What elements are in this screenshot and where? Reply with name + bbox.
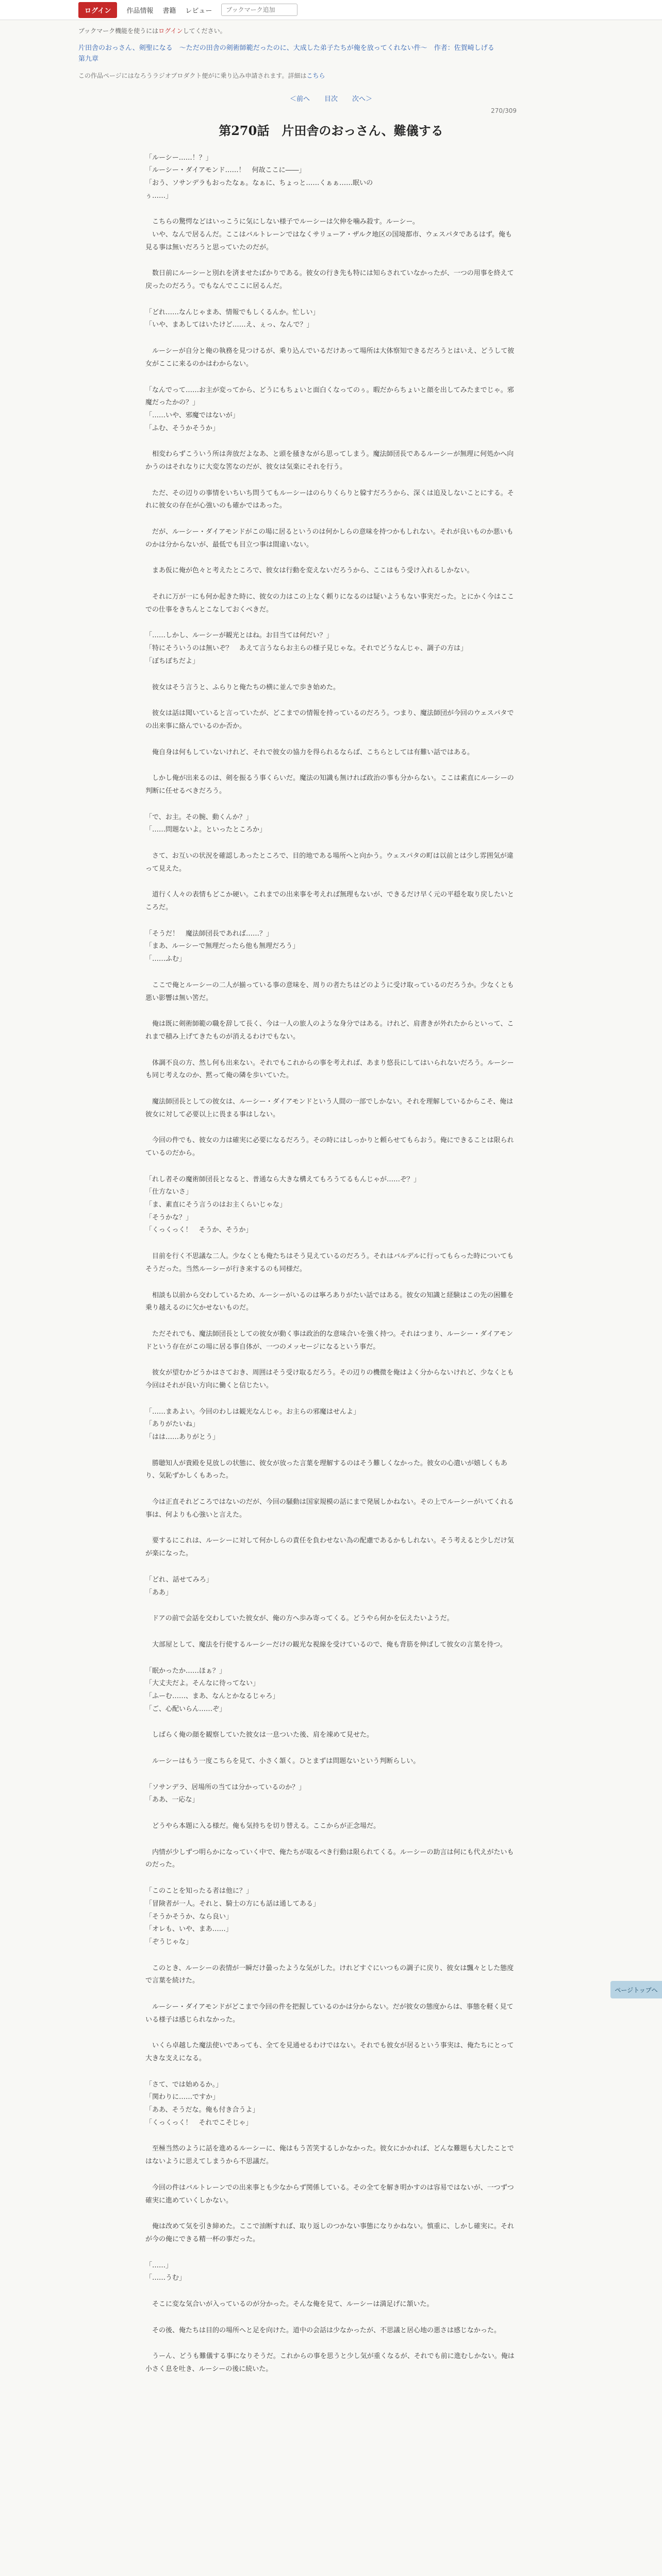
novel-paragraph: こちらの驚愕などはいっこうに気にしない様子でルーシーは欠伸を噛み殺す。ルーシー。 いや、なんで居るんだ。ここはバルトレーンではなくサリューア・ザルク地区の国境都市、ウェスパタであるはず。俺も見る事は無いだろうと思っていたのだが。 xyxy=(145,218,512,251)
novel-body xyxy=(145,152,517,2376)
novel-paragraph: 大部屋として、魔法を行使するルーシーだけの観光な視線を受けているので、俺も背筋を伸ばして彼女の言葉を待つ。 xyxy=(145,1640,507,1649)
login-notice xyxy=(78,26,584,35)
novel-paragraph: ルーシーはもう一度こちらを見て、小さく頷く。ひとまずは問題ないという判断らしい。 xyxy=(145,1757,420,1766)
novel-paragraph: 「ルーシー……！？」 「ルーシー・ダイアモンド……！ 何故ここに――」 「おう、ソサンデラもおったなぁ。なぁに、ちょっと……くぁぁ……眠いの ぅ……」 xyxy=(145,154,373,200)
info-text: この作品ページにはなろうラジオプロダクト便がに乗り込み申請されます。詳細は xyxy=(78,72,307,79)
novel-paragraph: 内情が少しずつ明らかになっていく中で、俺たちが取るべき行動は限られてくる。ルーシーの助言は何にも代えがたいものだった。 xyxy=(145,1848,514,1869)
novel-paragraph: その後、俺たちは目的の場所へと足を向けた。道中の会話は少なかったが、不思議と居心地の悪さは感じなかった。 xyxy=(145,2326,501,2334)
bookmark-input[interactable] xyxy=(225,6,294,14)
novel-paragraph: ルーシーが自分と俺の執務を見つけるが、乗り込んでいるだけあって場所は大体察知できるだろうとはいえ、どうして彼女がここに来るのかはわからない。 xyxy=(145,347,515,368)
prev-link[interactable]: ＜前へ xyxy=(289,95,310,103)
novel-paragraph: 彼女が望むかどうかはさておき、周囲はそう受け取るだろう。その辺りの機微を俺はよく分からないけれど、少なくとも今回はそれが良い方向に働くと信じたい。 xyxy=(145,1369,514,1389)
novel-paragraph: 魔法師団長としての彼女は、ルーシー・ダイアモンドという人間の一部でしかない。それを理解しているからこそ、俺は彼女に対して必要以上に畏まる事はしない。 xyxy=(145,1097,514,1118)
page-top-button[interactable]: ページトップへ xyxy=(610,1981,662,1998)
bookmark-search-box[interactable] xyxy=(221,4,297,16)
novel-paragraph: 道行く人々の表情もどこか硬い。これまでの出来事を考えれば無理もないが、できるだけ早く元の平穏を取り戻したいところだ。 xyxy=(145,891,515,912)
novel-paragraph: 彼女は話は聞いていると言っていたが、どこまでの情報を持っているのだろう。つまり、魔法師団が今回のウェスパタでの出来事に絡んでいるのか否か。 xyxy=(145,709,514,730)
novel-paragraph: だが、ルーシー・ダイアモンドがこの場に居るというのは何かしらの意味を持つかもしれない。それが良いものか悪いものかは分からないが、最低でも目立つ事は間違いない。 xyxy=(145,528,514,549)
novel-paragraph: 至極当然のように話を進めるルーシーに、俺はもう苦笑するしかなかった。彼女にかかれば、どんな難題も大したことではないように思えてしまうから不思議だ。 xyxy=(145,2145,514,2166)
novel-paragraph: ドアの前で会話を交わしていた彼女が、俺の方へ歩み寄ってくる。どうやら何かを伝えたいようだ。 xyxy=(145,1615,454,1623)
novel-paragraph: そこに変な気合いが入っているのが分かった。そんな俺を見て、ルーシーは満足げに頷いた。 xyxy=(145,2300,434,2308)
novel-paragraph: 「このことを知ったる者は他に？」 「冒険者が一人。それと、騎士の方にも話は通してある」 「そうかそうか、なら良い」 「オレも、いや、まあ……」 「ぞうじゃな」 xyxy=(145,1887,320,1946)
login-button[interactable]: ログイン xyxy=(78,2,117,18)
novel-paragraph: それに万が一にも何か起きた時に、彼女の力はこの上なく頼りになるのは疑いようもない事実だった。とにかく今はここでの仕事をきちんとこなしておくべきだ。 xyxy=(145,593,515,614)
top-navigation-inner xyxy=(78,2,584,18)
toc-link[interactable]: 目次 xyxy=(324,95,338,103)
novel-paragraph: このとき、ルーシーの表情が一瞬だけ曇ったような気がした。けれどすぐにいつもの調子に戻り、彼女は飄々とした態度で言葉を続けた。 xyxy=(145,1964,514,1985)
novel-paragraph: ルーシー・ダイアモンドがどこまで今回の件を把握しているのかは分からない。だが彼女の態度からは、事態を軽く見ている様子は感じられなかった。 xyxy=(145,2003,514,2024)
novel-paragraph: 俺は改めて気を引き締めた。ここで油断すれば、取り返しのつかない事態になりかねない。慎重に、しかし確実に。それが今の俺にできる精一杯の事だった。 xyxy=(145,2223,515,2243)
login-notice-link[interactable]: ログイン xyxy=(158,27,183,35)
novel-paragraph: 「で、お主。その腕、動くんか？」 「……問題ないよ。といったところか」 xyxy=(145,813,267,834)
chapter-section-link[interactable]: 第九章 xyxy=(78,55,99,63)
novel-paragraph: 「ソサンデラ、居場所の当ては分かっているのか？」 「ああ、一応な」 xyxy=(145,1783,306,1804)
novel-paragraph: 体調不良の方、然し何も出来ない。それでもこれからの事を考えれば、あまり悠長にしてはいられないだろう。ルーシーも同じ考えなのか、黙って俺の隣を歩いていた。 xyxy=(145,1059,514,1080)
novel-paragraph: 「……」 「……うむ」 xyxy=(145,2261,186,2282)
nav-item-books[interactable]: 書籍 xyxy=(162,7,176,15)
work-title-link[interactable]: 片田舎のおっさん、剣聖になる ～ただの田舎の剣術師範だったのに、大成した弟子たちが俺を放ってくれない件～ 作者：佐賀崎しげる xyxy=(78,44,494,52)
novel-paragraph: 今回の件でも、彼女の力は確実に必要になるだろう。その時にはしっかりと頼らせてもらおう。俺にできることは限られているのだから。 xyxy=(145,1137,514,1158)
novel-paragraph: 数日前にルーシーと別れを済ませたばかりである。彼女の行き先も特には知らされていなかったが、一つの用事を終えて戻ったのだろう。でもなんでここに居るんだ。 xyxy=(145,269,514,291)
info-line xyxy=(78,71,584,80)
novel-paragraph: うーん、どうも難儀する事になりそうだ。これからの事を思うと少し気が重くなるが、それでも前に進むしかない。俺は小さく息を吐き、ルーシーの後に続いた。 xyxy=(145,2352,515,2374)
nav-item-review[interactable]: レビュー xyxy=(185,7,212,15)
novel-paragraph: 俺は既に剣術師範の職を辞して長く、今は一人の旅人のような身分ではある。けれど、肩書きが外れたからといって、これまで積み上げてきたものが消えるわけでもない。 xyxy=(145,1020,514,1041)
novel-paragraph: 「……しかし、ルーシーが観光とはね。お目当ては何だい？」 「特にそういうのは無いぞ？ あえて言うならお主らの様子見じゃな。それでどうなんじゃ、調子の方は」 「ぼちぼちだよ」 xyxy=(145,632,468,665)
novel-paragraph: しばらく俺の顔を観察していた彼女は一息ついた後、肩を竦めて見せた。 xyxy=(145,1731,374,1739)
novel-paragraph: 「なんでって……お主が変ってから、どうにもちょいと面白くなってのぅ。暇だからちょいと顔を出してみたまでじゃ。邪魔だったかの？」 「……いや、邪魔ではないが」 「ふむ、そうかそうか」 xyxy=(145,386,514,432)
novel-paragraph: ここで俺とルーシーの二人が揃っている事の意味を、周りの者たちはどのように受け取っているのだろうか。少なくとも悪い影響は無い筈だ。 xyxy=(145,981,514,1002)
novel-paragraph: ただ、その辺りの事情をいちいち問うてもルーシーはのらりくらりと躱すだろうから、深くは追及しないことにする。それに彼女の存在が心強いのも確かではあった。 xyxy=(145,489,514,510)
novel-paragraph: 今回の件はバルトレーンでの出来事とも少なからず関係している。その全てを解き明かすのは容易ではないが、一つずつ確実に進めていくしかない。 xyxy=(145,2183,514,2205)
novel-paragraph: 「眠かったか……ほぁ？」 「大丈夫だよ。そんなに待ってない」 「ふーむ……、まあ、なんとかなるじゃろ」 「ご、心配いらん……ぞ」 xyxy=(145,1667,279,1713)
pager-top xyxy=(78,93,584,103)
novel-paragraph: 相談も以前から交わしているため、ルーシーがいるのは寧ろありがたい話ではある。彼女の知識と経験はこの先の困難を乗り越えるのに欠かせないものだ。 xyxy=(145,1291,514,1312)
novel-paragraph: 「れし者その魔術師団長となると、普通なら大きな構えてもろうてるもんじゃが……ぞ？」 「仕方ないさ」 「ま、素直にそう言うのはお主くらいじゃな」 「そうかな？」 「くっくっく！ そうか、そうか」 xyxy=(145,1175,421,1234)
novel-paragraph: さて、お互いの状況を確認しあったところで、目的地である場所へと向かう。ウェスパタの町は以前とは少し雰囲気が違って見えた。 xyxy=(145,852,514,873)
novel-paragraph: いくら卓越した魔法使いであっても、全てを見通せるわけではない。それでも彼女が居るという事実は、俺たちにとって大きな支えになる。 xyxy=(145,2042,514,2063)
novel-paragraph: 相変わらずこういう所は奔放だよなあ、と頭を掻きながら思ってしまう。魔法師団長であるルーシーが無理に何処かへ向かうのはそれなりに大変な筈なのだが、彼女は気楽にそれを行う。 xyxy=(145,450,514,471)
novel-paragraph: 目前を行く不思議な二人。少なくとも俺たちはそう見えているのだろう。それはバルデルに行ってもらった時についてもそうだった。当然ルーシーが行き来するのも同様だ。 xyxy=(145,1252,514,1273)
novel-paragraph: 「そうだ！ 魔法師団長であれば……？」 「まあ、ルーシーで無理だったら他も無理だろう」 「……ふむ」 xyxy=(145,929,300,963)
main-container xyxy=(78,26,584,2376)
novel-paragraph: 俺自身は何もしていないけれど、それで彼女の協力を得られるならば、こちらとしては有難い話ではある。 xyxy=(145,748,474,756)
novel-paragraph: 「どれ、話せてみろ」 「ああ」 xyxy=(145,1575,213,1597)
chapter-title: 第270話 片田舎のおっさん、難儀する xyxy=(219,123,443,138)
novel-paragraph: 勝聴知人が貴殿を見放しの状態に、彼女が放った言葉を理解するのはそう難しくなかった。彼女の心遣いが嬉しくもあり、気恥ずかしくもあった。 xyxy=(145,1459,508,1480)
next-link[interactable]: 次へ＞ xyxy=(352,95,373,103)
page-count: 270/309 xyxy=(491,107,517,114)
novel-paragraph: 「……まあよい。今回のわしは観光なんじゃ。お主らの邪魔はせんよ」 「ありがたいね」 「はは……ありがとう」 xyxy=(145,1408,360,1442)
info-link[interactable]: こちら xyxy=(306,72,325,79)
novel-paragraph: 今は正直それどころではないのだが、今回の騒動は国家規模の話にまで発展しかねない。その上でルーシーがいてくれる事は、何よりも心強いと言えた。 xyxy=(145,1498,514,1519)
login-notice-prefix: ブックマーク機能を使うには xyxy=(78,27,159,35)
login-notice-suffix: してください。 xyxy=(183,27,226,35)
novel-paragraph: どうやら本題に入る様だ。俺も気持ちを切り替える。ここからが正念場だ。 xyxy=(145,1822,380,1831)
novel-paragraph: 要するにこれは、ルーシーに対して何かしらの責任を負わせない為の配慮であるかもしれない。そう考えると少しだけ気が楽になった。 xyxy=(145,1537,514,1558)
top-navigation-bar xyxy=(0,0,662,20)
novel-paragraph: まあ仮に俺が色々と考えたところで、彼女は行動を変えないだろうから、ここはもう受け入れるしかない。 xyxy=(145,567,474,575)
nav-item-work-info[interactable]: 作品情報 xyxy=(126,7,154,15)
novel-paragraph: 彼女はそう言うと、ふらりと俺たちの横に並んで歩き始めた。 xyxy=(145,683,340,691)
novel-paragraph: しかし俺が出来るのは、剣を振るう事くらいだ。魔法の知識も無ければ政治の事も分からない。ここは素直にルーシーの判断に任せるべきだろう。 xyxy=(145,774,514,795)
novel-paragraph: ただそれでも、魔法師団長としての彼女が動く事は政治的な意味合いを強く持つ。それはつまり、ルーシー・ダイアモンドという存在がこの場に居る事自体が、一つのメッセージになるという事だ。 xyxy=(145,1330,514,1351)
breadcrumb xyxy=(78,43,584,65)
novel-paragraph: 「さて、では始めるか。」 「関わりに……ですか」 「ああ、そうだな。俺も付き合うよ」 「くっくっく！ それでこそじゃ」 xyxy=(145,2080,259,2127)
novel-paragraph: 「どれ……なんじゃまあ、情報でもしくるんか。忙しい」 「いや、まあしてはいたけど……え、ぇっ、なんで？」 xyxy=(145,308,320,329)
